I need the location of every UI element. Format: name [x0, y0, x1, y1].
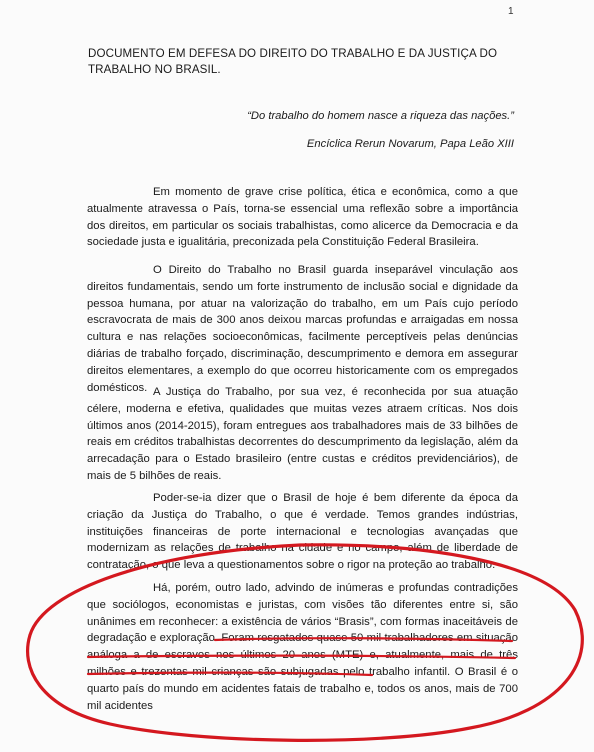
document-title: DOCUMENTO EM DEFESA DO DIREITO DO TRABALHO E DA JUSTIÇA DO TRABALHO NO BRASIL.: [88, 47, 498, 76]
paragraph-text: Há, porém, outro lado, advindo de inúmeras e profundas contradições que sociólogos, economistas e juristas, com visões tão diferentes entre si, são unânimes em reconhecer: a existência de vários “Brasis”, com formas inaceitáveis de degradação e exploração. Foram resgatados quase 50 mil trabalhadores em situação análoga a de escravos nos últimos 20 anos (MTE) e, atualmente, mais de três milhões e trezentas mil crianças são subjugadas pelo trabalho infantil. O Brasil é o quarto país do mundo em acidentes fatais de trabalho e, todos os anos, mais de 700 mil acidentes: [87, 582, 518, 712]
epigraph-quote: “Do trabalho do homem nasce a riqueza das nações.”: [247, 110, 514, 122]
paragraph: [87, 580, 518, 714]
paragraph: [87, 490, 518, 574]
page-number: 1: [508, 6, 514, 17]
paragraph-text: Em momento de grave crise política, ética e econômica, como a que atualmente atravessa o País, torna-se essencial uma reflexão sobre a importância dos direitos, em particular os sociais trabalhistas, como alicerce da Democracia e da sociedade justa e igualitária, preconizada pela Constituição Federal Brasileira.: [87, 186, 518, 249]
epigraph-source: Encíclica Rerun Novarum, Papa Leão XIII: [306, 138, 514, 150]
paragraph: [87, 262, 518, 396]
paragraph-text: O Direito do Trabalho no Brasil guarda inseparável vinculação aos direitos fundamentais, sendo um forte instrumento de inclusão social e dignidade da pessoa humana, por atuar na valorização do trabalho, em um País cujo período escravocrata de mais de 300 anos deixou marcas profundas e arraigadas em nossa cultura e nas relações socioeconômicas, facilmente perceptíveis pelas denúncias diárias de trabalho forçado, discriminação, descumprimento e demora em assegurar direitos elementares, a exemplo do que ocorreu historicamente com os empregados domésticos.: [87, 264, 518, 394]
paragraph: [87, 184, 518, 251]
paragraph-text: A Justiça do Trabalho, por sua vez, é reconhecida por sua atuação célere, moderna e efetiva, qualidades que muitas vezes atraem críticas. Nos dois últimos anos (2014-2015), foram entregues aos trabalhadores mais de 33 bilhões de reais em créditos trabalhistas decorrentes do descumprimento da legislação, além da arrecadação para o Estado brasileiro (entre custas e créditos previdenciários), de mais de 5 bilhões de reais.: [87, 386, 518, 482]
paragraph: [87, 384, 518, 485]
paragraph-text: Poder-se-ia dizer que o Brasil de hoje é bem diferente da época da criação da Justiça do Trabalho, o que é verdade. Temos grandes indústrias, instituições financeiras de porte internacional e tecnologias avançadas que modernizam as relações de trabalho na cidade e no campo, além de liberdade de contratação, o que leva a questionamentos sobre o rigor na proteção ao trabalho.: [87, 492, 518, 572]
